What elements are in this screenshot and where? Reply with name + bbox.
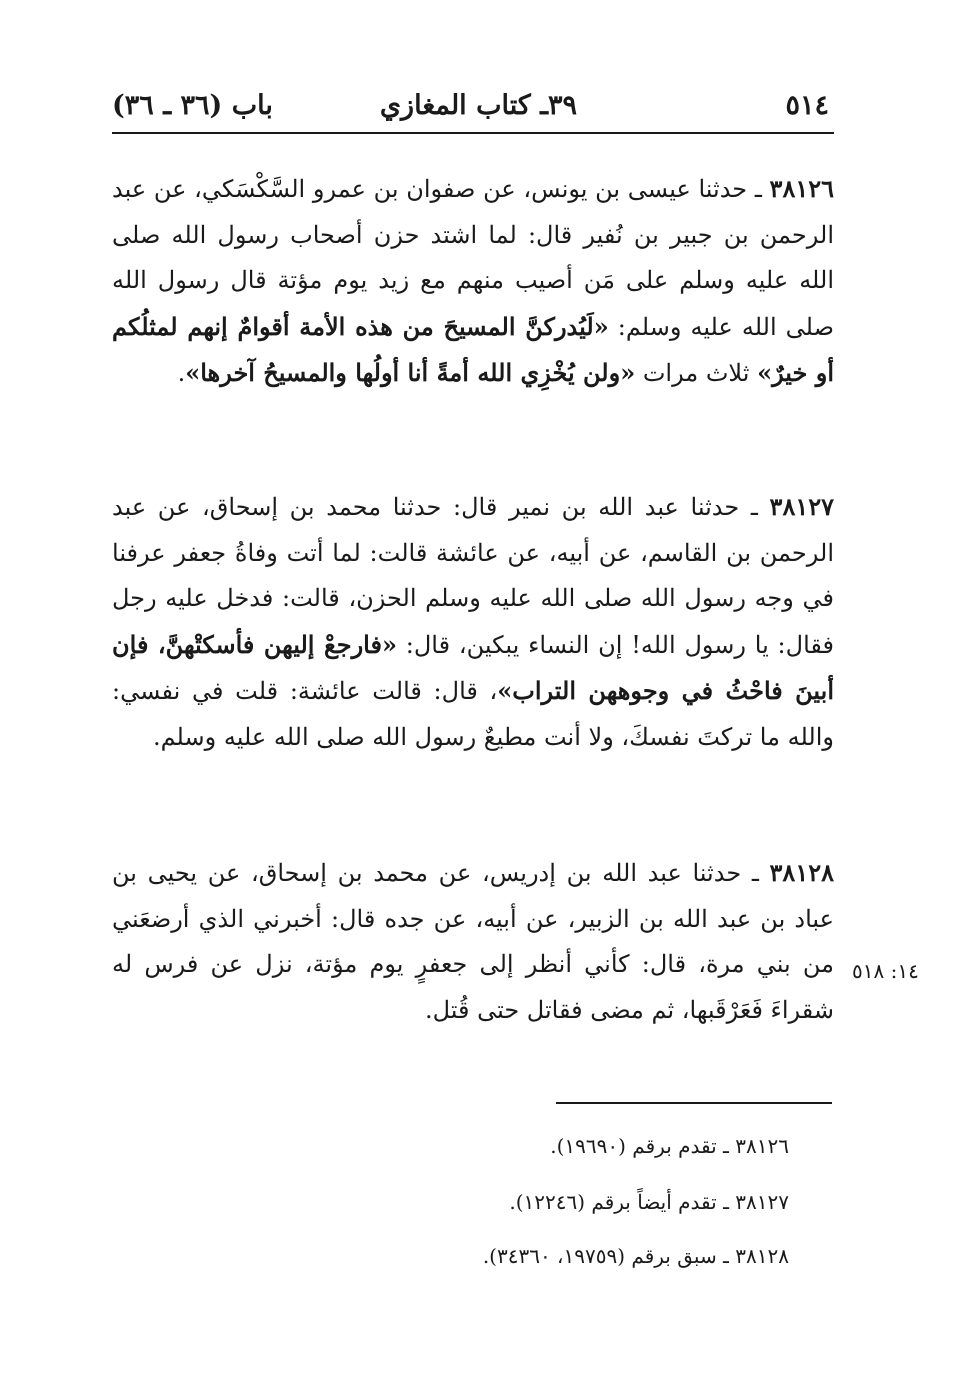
hadith-text: ، قال: قالت عائشة: قلت في نفسي: والله ما تركتَ نفسكَ، ولا أنت مطيعٌ رسول الله صلى الله عليه وسلم. bbox=[112, 677, 834, 751]
hadith-text: ـ حدثنا عيسى بن يونس، عن صفوان بن عمرو السَّكْسَكي، عن عبد الرحمن بن جبير بن نُفير قال: لما اشتد حزن أصحاب رسول الله صلى الله عليه وسلم على مَن أصيب منهم مع زيد يوم مؤتة قال رسول الله صلى الله عليه وسلم: bbox=[112, 175, 834, 341]
page-number: ٥١٤ bbox=[785, 90, 829, 121]
margin-reference: ١٤: ٥١٨ bbox=[852, 959, 919, 983]
hadith-quote: «ولن يُخْزِي الله أمةً أنا أولُها والمسيحُ آخرها» bbox=[185, 358, 636, 387]
hadith-text: ـ حدثنا عبد الله بن إدريس، عن محمد بن إسحاق، عن يحيى بن عباد بن عبد الله بن الزبير، عن أبيه، عن جده قال: أخبرني الذي أرضعَني من بني مرة، قال: كأني أنظر إلى جعفرٍ يوم مؤتة، نزل عن فرس له شقراءَ فَعَرْقَبها، ثم مضى فقاتل حتى قُتل. bbox=[112, 859, 834, 1024]
hadith-38127 bbox=[112, 484, 834, 760]
hadith-text: ثلاث مرات bbox=[642, 359, 750, 387]
footnote-divider bbox=[556, 1102, 832, 1104]
chapter-label: باب (٣٦ ـ ٣٦) bbox=[112, 90, 273, 121]
hadith-quote: «فارجعْ إليهن فأسكتْهنَّ، فإن أبينَ فاحْثُ في وجوههن التراب» bbox=[112, 629, 835, 705]
footnote: ٣٨١٢٨ ـ سبق برقم (١٩٧٥٩، ٣٤٣٦٠). bbox=[482, 1244, 789, 1268]
book-title: ٣٩ـ كتاب المغازي bbox=[379, 90, 578, 121]
footnote: ٣٨١٢٦ ـ تقدم برقم (١٩٦٩٠). bbox=[550, 1134, 789, 1158]
hadith-number: ٣٨١٢٨ bbox=[769, 858, 834, 887]
hadith-text: . bbox=[177, 359, 186, 387]
hadith-number: ٣٨١٢٧ bbox=[769, 492, 834, 521]
hadith-38128 bbox=[112, 850, 834, 1033]
footnote: ٣٨١٢٧ ـ تقدم أيضاً برقم (١٢٢٤٦). bbox=[509, 1190, 789, 1214]
hadith-text: ـ حدثنا عبد الله بن نمير قال: حدثنا محمد بن إسحاق، عن عبد الرحمن بن القاسم، عن أبيه، عن عائشة قالت: لما أتت وفاةُ جعفر عرفنا في وجه رسول الله صلى الله عليه وسلم الحزن، قالت: فدخل عليه رجل فقال: يا رسول الله! إن النساء يبكين، قال: bbox=[112, 493, 834, 659]
header-divider bbox=[112, 132, 834, 134]
hadith-38126 bbox=[112, 166, 834, 397]
hadith-quote: «لَيُدركنَّ المسيحَ من هذه الأمة أقوامٌ إنهم لمثلُكم أو خيرٌ» bbox=[112, 311, 834, 387]
hadith-number: ٣٨١٢٦ bbox=[769, 174, 834, 203]
